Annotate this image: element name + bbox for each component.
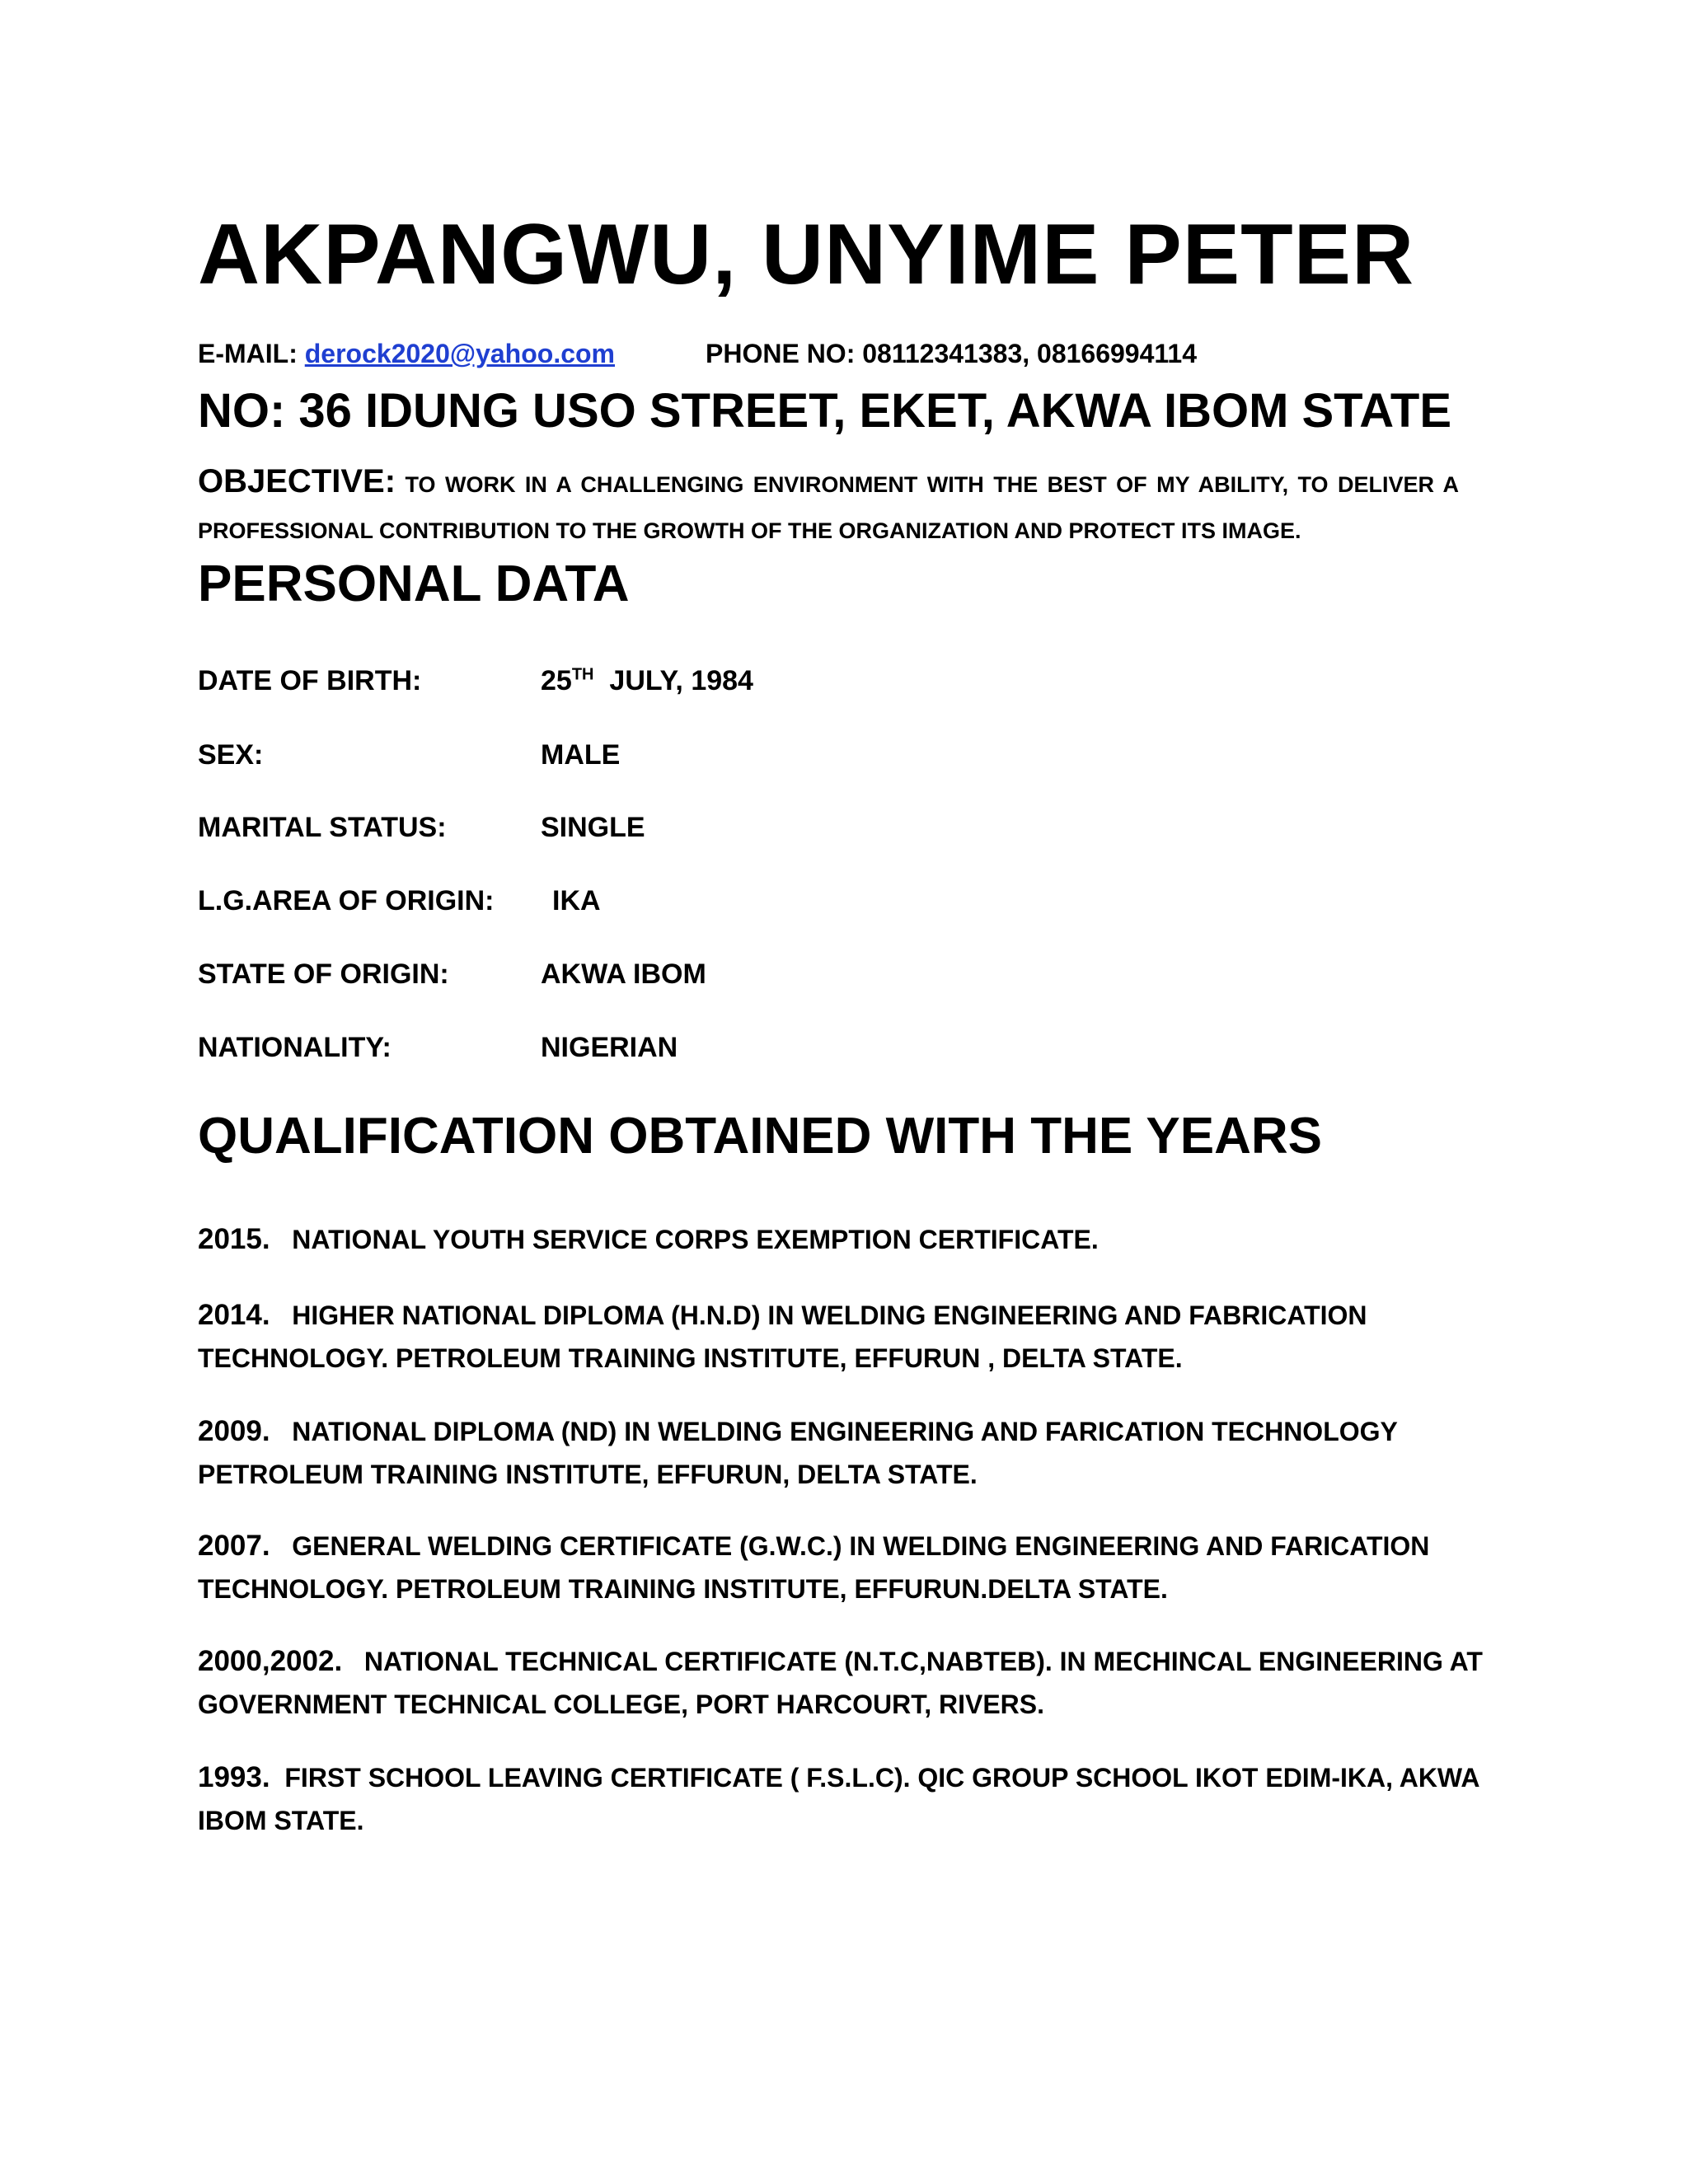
email-line — [198, 338, 615, 369]
qualifications-title: QUALIFICATION OBTAINED WITH THE YEARS — [198, 1108, 1322, 1165]
lga-label: L.G.AREA OF ORIGIN: — [198, 885, 495, 916]
qualification-item — [198, 1218, 1484, 1261]
qualification-item — [198, 1640, 1484, 1726]
objective-label: OBJECTIVE: — [198, 463, 396, 499]
objective — [198, 458, 1459, 554]
email-label: E-MAIL: — [198, 339, 298, 368]
nationality-value: NIGERIAN — [541, 1032, 678, 1063]
state-of-origin-label: STATE OF ORIGIN: — [198, 958, 449, 990]
qualification-year: 2015. — [198, 1223, 270, 1255]
qualification-item — [198, 1294, 1484, 1380]
qualification-text: NATIONAL TECHNICAL CERTIFICATE (N.T.C,NABTEB). IN MECHINCAL ENGINEERING AT GOVERNMENT TECHNICAL COLLEGE, PORT HARCOURT, RIVERS. — [198, 1647, 1483, 1719]
qualification-text: GENERAL WELDING CERTIFICATE (G.W.C.) IN WELDING ENGINEERING AND FARICATION TECHNOLOGY. PETROLEUM TRAINING INSTITUTE, EFFURUN.DELTA STATE. — [198, 1531, 1430, 1604]
dob-label: DATE OF BIRTH: — [198, 665, 422, 696]
personal-data-title: PERSONAL DATA — [198, 555, 630, 612]
phone-numbers: 08112341383, 08166994114 — [862, 339, 1198, 368]
candidate-name: AKPANGWU, UNYIME PETER — [198, 207, 1415, 302]
phone-label: PHONE NO: — [706, 339, 856, 368]
qualification-year: 2007. — [198, 1530, 270, 1562]
qualification-text: NATIONAL DIPLOMA (ND) IN WELDING ENGINEERING AND FARICATION TECHNOLOGY PETROLEUM TRAINING INSTITUTE, EFFURUN, DELTA STATE. — [198, 1417, 1398, 1489]
email-link[interactable]: derock2020@yahoo.com — [304, 339, 615, 368]
dob-day: 25 — [541, 665, 572, 696]
marital-status-value: SINGLE — [541, 812, 645, 843]
qualification-item — [198, 1756, 1484, 1842]
qualification-text: FIRST SCHOOL LEAVING CERTIFICATE ( F.S.L.C). QIC GROUP SCHOOL IKOT EDIM-IKA, AKWA IBOM STATE. — [198, 1763, 1479, 1835]
sex-value: MALE — [541, 739, 621, 771]
phone-line — [706, 338, 1197, 369]
dob-rest: JULY, 1984 — [609, 665, 753, 696]
qualification-year: 2000,2002. — [198, 1645, 343, 1677]
nationality-label: NATIONALITY: — [198, 1032, 392, 1063]
qualification-year: 2014. — [198, 1299, 270, 1331]
sex-label: SEX: — [198, 739, 264, 771]
dob-suffix: TH — [571, 665, 594, 684]
qualification-text: NATIONAL YOUTH SERVICE CORPS EXEMPTION CERTIFICATE. — [292, 1225, 1099, 1254]
qualification-item — [198, 1410, 1484, 1496]
objective-text: TO WORK IN A CHALLENGING ENVIRONMENT WITH THE BEST OF MY ABILITY, TO DELIVER A PROFESSIONAL CONTRIBUTION TO THE GROWTH OF THE ORGANIZATION AND PROTECT ITS IMAGE. — [198, 472, 1459, 543]
qualification-text: HIGHER NATIONAL DIPLOMA (H.N.D) IN WELDING ENGINEERING AND FABRICATION TECHNOLOGY. PETROLEUM TRAINING INSTITUTE, EFFURUN , DELTA STATE. — [198, 1301, 1367, 1373]
lga-value: IKA — [552, 885, 601, 916]
qualification-year: 1993. — [198, 1761, 270, 1793]
address: NO: 36 IDUNG USO STREET, EKET, AKWA IBOM STATE — [198, 384, 1451, 438]
state-of-origin-value: AKWA IBOM — [541, 958, 706, 990]
qualification-item — [198, 1525, 1484, 1610]
dob-value — [541, 664, 753, 698]
qualification-year: 2009. — [198, 1415, 270, 1447]
marital-status-label: MARITAL STATUS: — [198, 812, 447, 843]
